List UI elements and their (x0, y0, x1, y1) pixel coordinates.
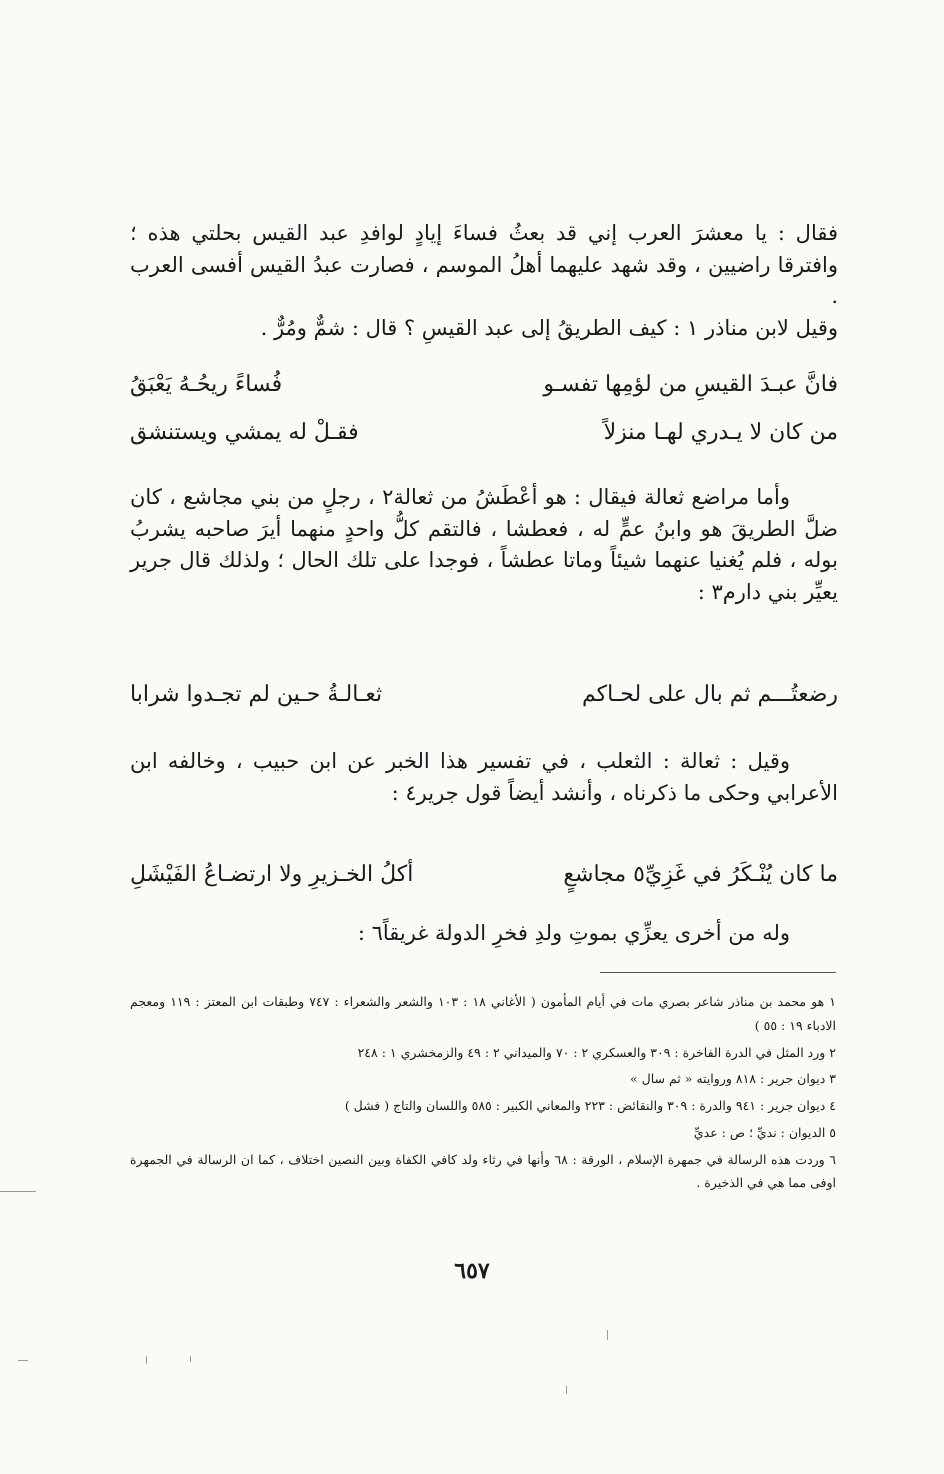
prose-paragraph: وقيل : ثعالة : الثعلب ، في تفسير هذا الخبر عن ابن حبيب ، وخالفه ابن الأعرابي وحكى ما ذكرناه ، وأنشد أيضاً قول جرير٤ : (130, 749, 838, 805)
prose-paragraph: وقيل لابن مناذر ١ : كيف الطريقُ إلى عبد القيسِ ؟ قال : شمٌّ ومُرٌّ . (260, 315, 838, 340)
footnote: ٣ ديوان جرير : ٨١٨ وروايته « ثم سال » (630, 1071, 836, 1087)
scan-mark (0, 1191, 36, 1192)
prose-last (130, 918, 838, 950)
scan-mark (607, 1330, 608, 1340)
verse-hemistich-right: رضعتُـــم ثم بال على لحـاكم (582, 682, 838, 707)
prose-middle (130, 482, 838, 608)
footnote: ٦ وردت هذه الرسالة في جمهرة الإسلام ، الورقة : ٦٨ وأنها في رثاء ولد كافي الكفاة وبين النصين اختلاف ، كما ان الرسالة في الجمهرة اوفى مما هي في الذخيرة . (130, 1151, 836, 1191)
footnote: ٤ ديوان جرير : ٩٤١ والدرة : ٣٠٩ والنقائض : ٢٢٣ والمعاني الكبير : ٥٨٥ واللسان والتاج ( فشل ) (344, 1098, 836, 1113)
verse-hemistich-left: أكلُ الخـزيرِ ولا ارتضـاعُ الفَيْشَلِ (130, 862, 414, 887)
verse-line (130, 372, 838, 397)
prose-paragraph: فقال : يا معشرَ العرب إني قد بعثُ فساءَ إيادٍ لوافدِ عبد القيس بحلتي هذه ؛ وافترقا راضيين ، وقد شهد عليهما أهلُ الموسم ، فصارت عبدُ القيس أفسى العرب . (130, 221, 838, 308)
footnote: ٢ ورد المثل في الدرة الفاخرة : ٣٠٩ والعسكري ٢ : ٧٠ والميداني ٢ : ٤٩ والزمخشري ١ : ٢٤٨ (357, 1044, 836, 1060)
footnote-separator (600, 972, 836, 973)
verse-hemistich-right: من كان لا يـدري لهـا منزلاً (603, 420, 838, 445)
verse-line (130, 420, 838, 445)
scan-mark (146, 1356, 147, 1364)
verse-hemistich-right: ما كان يُنْـكَرُ في غَزِيِّ٥ مجاشعٍ (563, 862, 838, 887)
verse-hemistich-right: فانَّ عبـدَ القيسِ من لؤمِها تفسـو (543, 372, 838, 397)
verse-line (130, 682, 838, 707)
scan-mark (190, 1356, 191, 1362)
verse-line (130, 862, 838, 887)
prose-top (130, 218, 838, 344)
verse-hemistich-left: فقـلْ له يمشي ويستنشق (130, 420, 359, 445)
footnotes (130, 990, 836, 1198)
scan-mark (566, 1386, 567, 1394)
verse-hemistich-left: ثعـالـةُ حـين لم تجـدوا شرابا (130, 682, 383, 707)
verse-hemistich-left: فُساءً ريحُـهُ يَعْبَقُ (130, 372, 283, 397)
footnote: ١ هو محمد بن مناذر شاعر بصري مات في أيام المأمون ( الأغاني ١٨ : ١٠٣ والشعر والشعراء : ٧٤٧ وطبقات ابن المعتز : ١١٩ ومعجم الادباء ١٩ : ٥٥ ) (130, 994, 836, 1033)
prose-after-verse (130, 746, 838, 809)
footnote: ٥ الديوان : نديِّ ؛ ص : عديِّ (693, 1124, 836, 1140)
prose-paragraph: وله من أخرى يعزِّي بموتِ ولدِ فخرِ الدولة غريقاً٦ : (357, 921, 790, 945)
scan-mark (18, 1360, 28, 1361)
prose-paragraph: وأما مراضع ثعالة فيقال : هو أعْطَشُ من ثعالة٢ ، رجلٍ من بني مجاشع ، كان ضلَّ الطريقَ هو وابنُ عمٍّ له ، فعطشا ، فالتقم كلُّ واحدٍ منهما أيرَ صاحبه يشربُ بوله ، فلم يُغنيا عنهما شيئاً وماتا عطشاً ، فوجدا على تلك الحال ؛ ولذلك قال جرير يعيِّر بني دارم٣ : (130, 485, 838, 604)
page-number: ٦٥٧ (454, 1258, 490, 1284)
